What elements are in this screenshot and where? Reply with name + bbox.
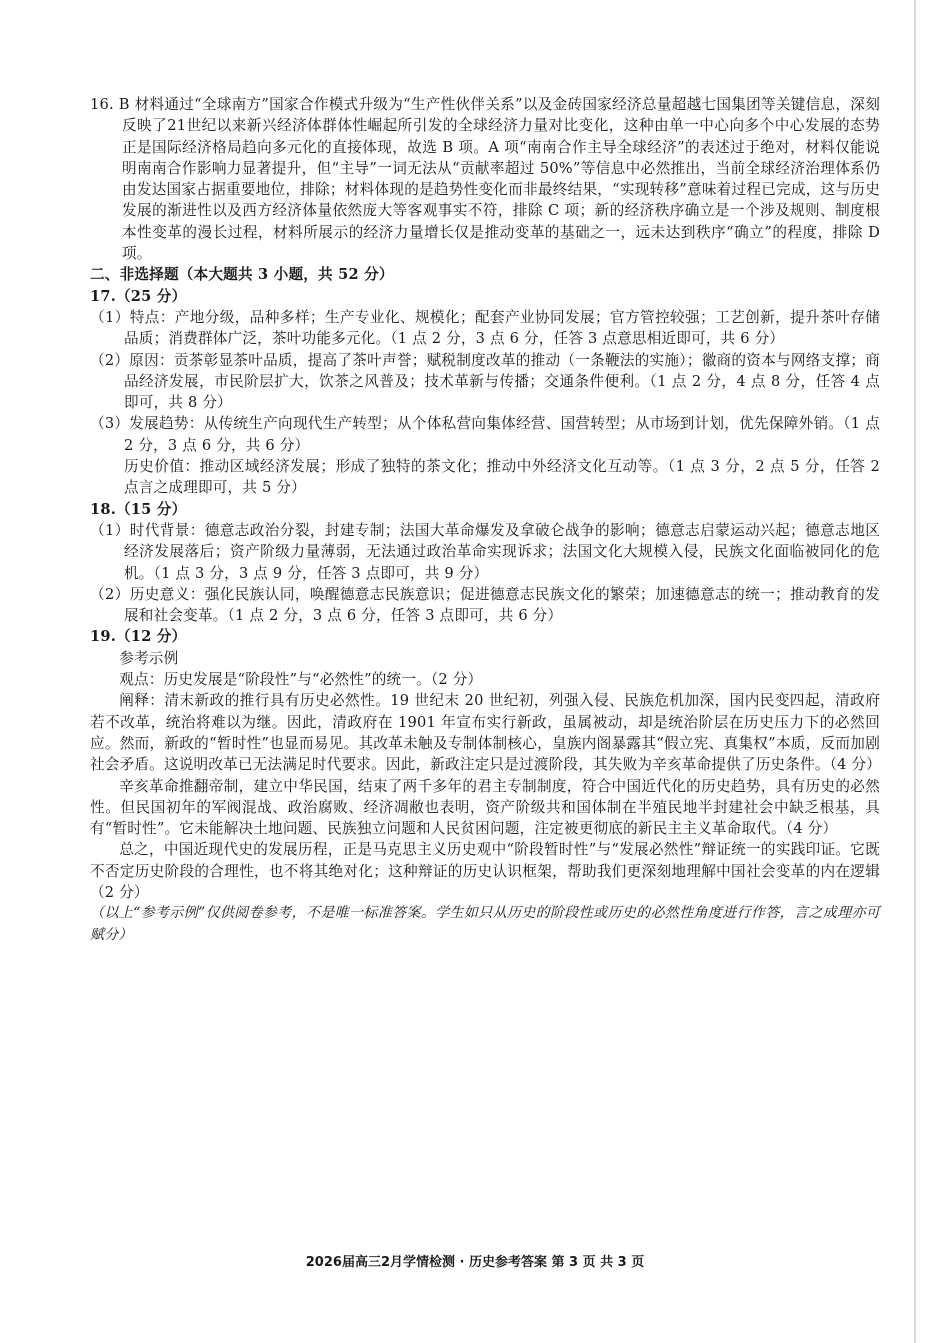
- q17-part-1: （1）特点：产地分级，品种多样；生产专业化、规模化；配套产业协同发展；官方管控较强；工艺创新，提升茶叶存储品质；消费群体广泛，茶叶功能多元化。（1 点 2 分，3 点 6 分，任答 3 点意思相近即可，共 6 分）: [90, 308, 880, 348]
- question-17-heading: 17.（25 分）: [90, 287, 187, 305]
- q19-viewpoint: 观点：历史发展是“阶段性”与“必然性”的统一。（2 分）: [119, 671, 483, 689]
- question-19-heading: 19.（12 分）: [90, 628, 187, 646]
- page-edge-line: [914, 0, 916, 1343]
- answer-content: [90, 94, 880, 946]
- q19-grading-note: （以上“参考示例”仅供阅卷参考，不是唯一标准答案。学生如只从历史的阶段性或历史的必然性角度进行作答，言之成理亦可赋分）: [90, 905, 880, 943]
- question-18-heading: 18.（15 分）: [90, 500, 187, 518]
- question-16-answer: 16. B 材料通过“全球南方”国家合作模式升级为“生产性伙伴关系”以及金砖国家经济总量超越七国集团等关键信息，深刻反映了21世纪以来新兴经济体群体性崛起所引发的全球经济力量对比变化，这种由单一中心向多个中心发展的态势正是国际经济格局趋向多元化的直接体现，故选 B 项。A 项“南南合作主导全球经济”的表述过于绝对，材料仅能说明南南合作影响力显著提升，但“主导”一词无法从“贡献率超过 50%”等信息中必然推出，当前全球经济治理体系仍由发达国家占据重要地位，排除；材料体现的是趋势性变化而非最终结果，“实现转移”意味着过程已完成，这与历史发展的渐进性以及西方经济体量依然庞大等客观事实不符，排除 C 项；新的经济秩序确立是一个涉及规则、制度根本性变革的漫长过程，材料所展示的经济力量增长仅是推动变革的基础之一，远未达到秩序“确立”的程度，排除 D 项。: [90, 96, 880, 263]
- q17-part-2: （2）原因：贡茶彰显茶叶品质，提高了茶叶声誉；赋税制度改革的推动（一条鞭法的实施）；徽商的资本与网络支撑；商品经济发展，市民阶层扩大，饮茶之风普及；技术革新与传播；交通条件便利。（1 点 2 分，4 点 8 分，任答 4 点即可，共 8 分）: [90, 351, 880, 412]
- q19-paragraph-2: 辛亥革命推翻帝制，建立中华民国，结束了两千多年的君主专制制度，符合中国近代化的历史趋势，具有历史的必然性。但民国初年的军阀混战、政治腐败、经济凋敝也表明，资产阶级共和国体制在半殖民地半封建社会中缺乏根基，具有“暂时性”。它未能解决土地问题、民族独立问题和人民贫困问题，注定被更彻底的新民主主义革命取代。（4 分）: [90, 777, 880, 838]
- q17-part-3: （3）发展趋势：从传统生产向现代生产转型；从个体私营向集体经营、国营转型；从市场到计划，优先保障外销。（1 点 2 分，3 点 6 分，共 6 分）: [90, 415, 880, 454]
- page-footer: 2026届高三2月学情检测 · 历史参考答案 第 3 页 共 3 页: [305, 1255, 645, 1270]
- q18-part-2: （2）历史意义：强化民族认同，唤醒德意志民族意识；促进德意志民族文化的繁荣；加速德意志的统一；推动教育的发展和社会变革。（1 点 2 分，3 点 6 分，任答 3 点即可，共 6 分）: [90, 585, 880, 625]
- q18-part-1: （1）时代背景：德意志政治分裂，封建专制；法国大革命爆发及拿破仑战争的影响；德意志启蒙运动兴起；德意志地区经济发展落后；资产阶级力量薄弱，无法通过政治革命实现诉求；法国文化大规模入侵，民族文化面临被同化的危机。（1 点 3 分，3 点 9 分，任答 3 点即可，共 9 分）: [90, 521, 880, 582]
- q19-paragraph-1: 阐释：清末新政的推行具有历史必然性。19 世纪末 20 世纪初，列强入侵、民族危机加深，国内民变四起，清政府若不改革，统治将难以为继。因此，清政府在 1901 年宣布实行新政，虽属被动，却是统治阶层在历史压力下的必然回应。然而，新政的“暂时性”也显而易见。其改革未触及专制体制核心，皇族内阁暴露其“假立宪、真集权”本质，反而加剧社会矛盾。这说明改革已无法满足时代要求。因此，新政注定只是过渡阶段，其失败为辛亥革命提供了历史条件。（4 分）: [90, 692, 882, 774]
- section-heading: 二、非选择题（本大题共 3 小题，共 52 分）: [90, 266, 394, 284]
- q17-part-3-value: 历史价值：推动区域经济发展；形成了独特的茶文化；推动中外经济文化互动等。（1 点 3 分，2 点 5 分，任答 2 点言之成理即可，共 5 分）: [124, 458, 880, 497]
- q19-example-label: 参考示例: [119, 649, 179, 667]
- q19-paragraph-3: 总之，中国近现代史的发展历程，正是马克思主义历史观中“阶段暂时性”与“发展必然性”辩证统一的实践印证。它既不否定历史阶段的合理性，也不将其绝对化；这种辩证的历史认识框架，帮助我们更深刻地理解中国社会变革的内在逻辑（2 分）: [90, 841, 880, 901]
